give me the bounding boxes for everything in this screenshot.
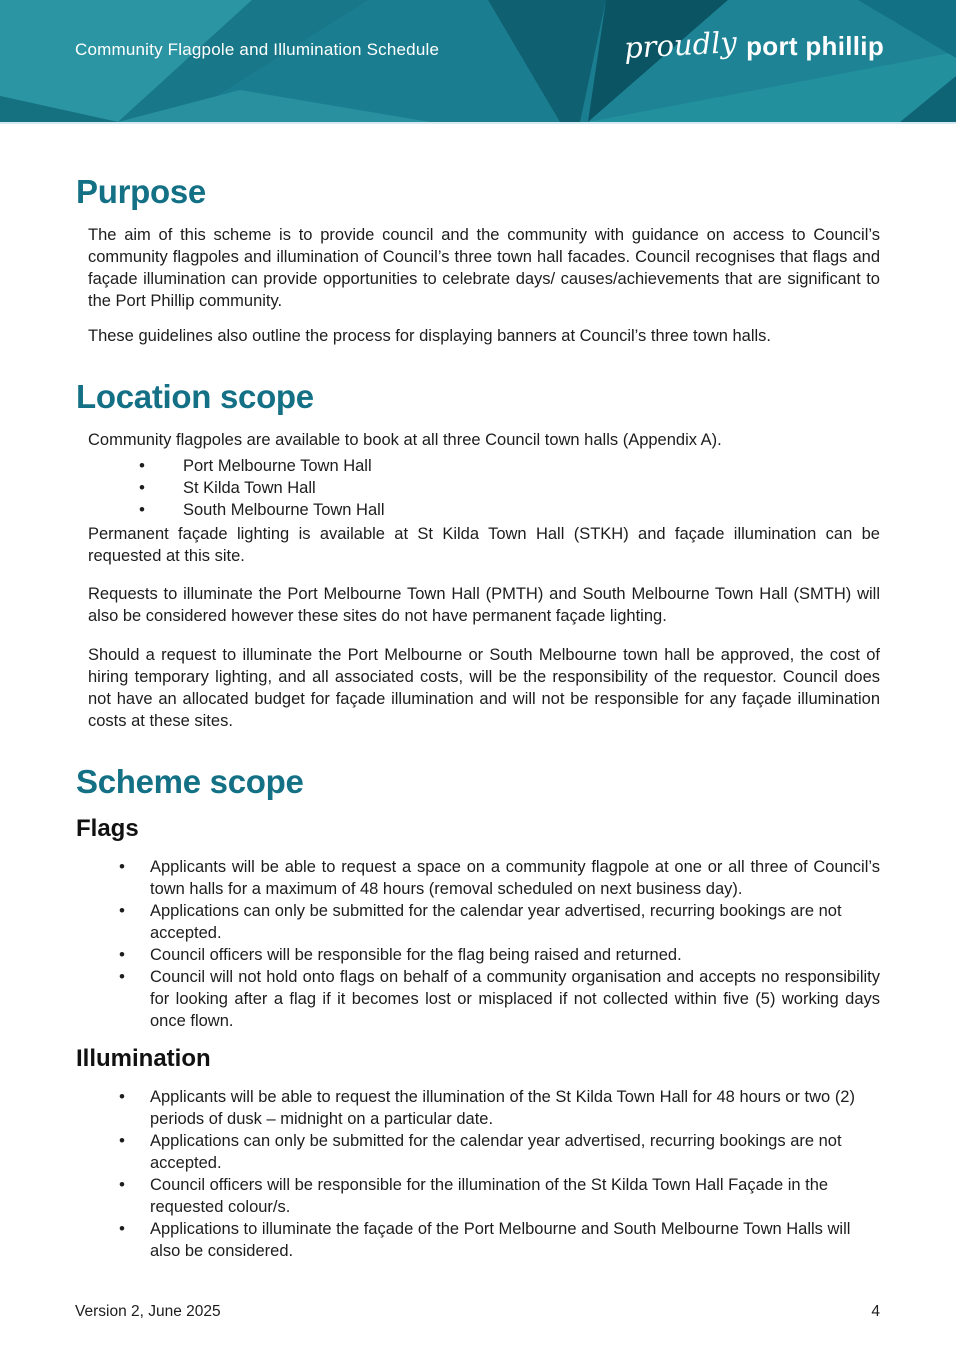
subsection-heading-flags: Flags xyxy=(76,815,139,842)
location-permanent-paragraph: Permanent façade lighting is available at St Kilda Town Hall (STKH) and façade illumination can be requested at this site. xyxy=(88,525,880,565)
list-item: • Applicants will be able to request the illumination of the St Kilda Town Hall for 48 hours or two (2) periods of dusk – midnight on a particular date. xyxy=(76,1086,880,1130)
list-item: • South Melbourne Town Hall xyxy=(76,499,880,521)
page-footer xyxy=(75,1303,880,1321)
logo-script-text: proudly xyxy=(623,25,738,65)
location-intro-paragraph: Community flagpoles are available to book at all three Council town halls (Appendix A). xyxy=(88,431,722,449)
purpose-paragraph-1: The aim of this scheme is to provide council and the community with guidance on access to Council’s community flagpoles and illumination of Council’s three town hall facades. Council recognises that flags and façade illumination can provide opportunities to celebrate days/ causes/achievements that are significant to the Port Phillip community. xyxy=(88,226,880,310)
illumination-bullet-list xyxy=(76,1086,880,1262)
page-content xyxy=(0,124,956,1262)
list-item: • Applications can only be submitted for the calendar year advertised, recurring bookings are not accepted. xyxy=(76,1130,880,1174)
footer-page-number: 4 xyxy=(871,1303,880,1320)
flags-bullet-list xyxy=(76,856,880,1032)
section-heading-location-scope: Location scope xyxy=(76,378,314,415)
location-requests-paragraph: Requests to illuminate the Port Melbourne Town Hall (PMTH) and South Melbourne Town Hall (SMTH) will also be considered however these sites do not have permanent façade lighting. xyxy=(88,585,880,625)
town-hall-list xyxy=(76,455,880,521)
list-item: • Applicants will be able to request a space on a community flagpole at one or all three of Council’s town halls for a maximum of 48 hours (removal scheduled on next business day). xyxy=(76,856,880,900)
header-banner xyxy=(0,0,956,122)
list-item: • St Kilda Town Hall xyxy=(76,477,880,499)
document-title: Community Flagpole and Illumination Schedule xyxy=(75,40,440,59)
subsection-heading-illumination: Illumination xyxy=(76,1045,211,1072)
list-item: • Port Melbourne Town Hall xyxy=(76,455,880,477)
port-phillip-logo xyxy=(623,25,884,65)
list-item: • Council officers will be responsible for the illumination of the St Kilda Town Hall Façade in the requested colour/s. xyxy=(76,1174,880,1218)
list-item: • Applications can only be submitted for the calendar year advertised, recurring bookings are not accepted. xyxy=(76,900,880,944)
section-heading-scheme-scope: Scheme scope xyxy=(76,763,304,800)
section-heading-purpose: Purpose xyxy=(76,173,206,210)
footer-version-text: Version 2, June 2025 xyxy=(75,1303,221,1320)
location-should-paragraph: Should a request to illuminate the Port Melbourne or South Melbourne town hall be approved, the cost of hiring temporary lighting, and all associated costs, will be the responsibility of the requestor. Council does not have an allocated budget for façade illumination and will not be responsible for any façade illumination costs at these sites. xyxy=(88,646,880,730)
list-item: • Applications to illuminate the façade of the Port Melbourne and South Melbourne Town Halls will also be considered. xyxy=(76,1218,880,1262)
purpose-paragraph-2: These guidelines also outline the process for displaying banners at Council’s three town halls. xyxy=(88,327,772,345)
list-item: • Council will not hold onto flags on behalf of a community organisation and accepts no responsibility for looking after a flag if it becomes lost or misplaced if not collected within five (5) working days once flown. xyxy=(76,966,880,1032)
list-item: • Council officers will be responsible for the flag being raised and returned. xyxy=(76,944,880,966)
logo-wordmark-text: port phillip xyxy=(746,31,884,61)
